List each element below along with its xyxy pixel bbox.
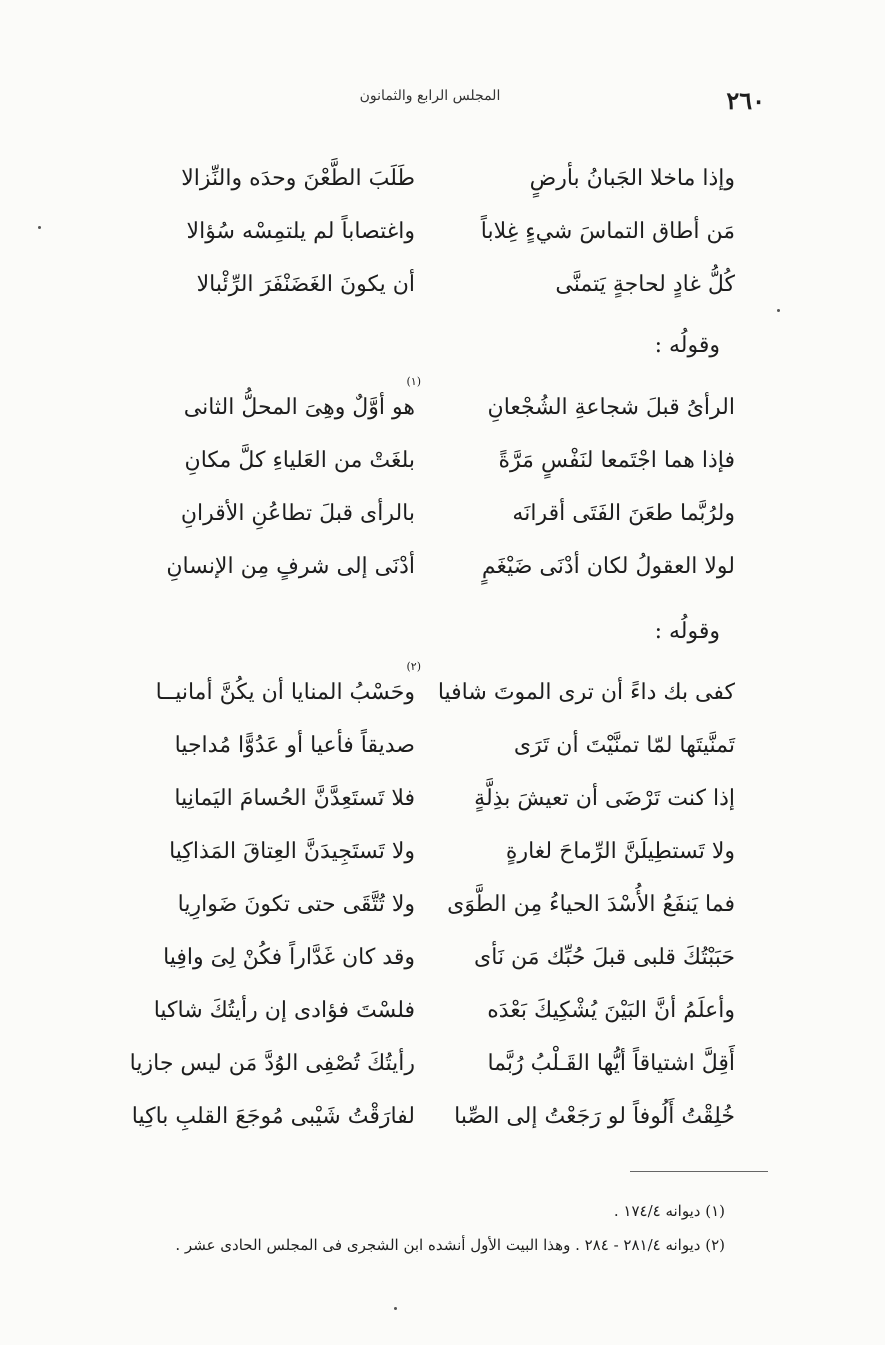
verse-row	[135, 938, 735, 978]
second-hemistich: لفارَقْتُ شَيْبى مُوجَعَ القلبِ باكِيا	[131, 1104, 415, 1129]
footnote-marker: (٢)	[406, 660, 421, 673]
page-speck	[38, 226, 41, 229]
second-hemistich-text: وحَسْبُ المنايا أن يكُنَّ أمانيــا	[155, 680, 415, 705]
running-title: المجلس الرابع والثمانون	[359, 88, 501, 104]
first-hemistich: وأعلَمُ أنَّ البَيْنَ يُشْكِيكَ بَعْدَه	[487, 998, 735, 1023]
first-hemistich: فإذا هما اجْتَمعا لنَفْسٍ مَرَّةً	[498, 448, 735, 473]
verse-row	[135, 779, 735, 819]
second-hemistich: فلسْتَ فؤادى إن رأيتُكَ شاكيا	[153, 998, 415, 1023]
first-hemistich: الرأىُ قبلَ شجاعةِ الشُجْعانِ	[487, 395, 735, 420]
second-hemistich: بلغَتْ من العَلياءِ كلَّ مكانِ	[184, 448, 415, 473]
second-hemistich-text: هو أوَّلٌ وهِىَ المحلُّ الثانى	[183, 395, 415, 420]
page-speck	[777, 309, 780, 312]
verse-row	[135, 991, 735, 1031]
first-hemistich: كُلُّ غادٍ لحاجةٍ يَتمنَّى	[555, 272, 735, 297]
second-hemistich: وقد كان غَدَّاراً فكُنْ لِىَ وافِيا	[163, 945, 415, 970]
verse-row	[135, 726, 735, 766]
verse-row	[129, 1044, 735, 1084]
first-hemistich: حَبَبْتُكَ قلبى قبلَ حُبِّك مَن نَأى	[474, 945, 735, 970]
second-hemistich: طَلَبَ الطَّعْنَ وحدَه والنِّزالا	[181, 166, 415, 191]
verse-row	[135, 832, 735, 872]
first-hemistich: فما يَنفَعُ الأُسْدَ الحياءُ مِن الطَّوَى	[447, 892, 735, 917]
first-hemistich: ولا تَستطِيلَنَّ الرِّماحَ لغارةٍ	[505, 839, 735, 864]
verse-row	[135, 885, 735, 925]
footnote-marker: (١)	[406, 375, 421, 388]
first-hemistich: أَقِلَّ اشتياقاً أيُّها القَـلْبُ رُبَّما	[487, 1051, 735, 1076]
verse-row	[131, 1097, 735, 1137]
first-hemistich: ولرُبَّما طعَنَ الفَتَى أقرانَه	[512, 501, 735, 526]
verse-row	[135, 494, 735, 534]
page-number: ٢٦٠	[726, 86, 765, 115]
verse-row	[135, 547, 735, 587]
first-hemistich: خُلِقْتُ أَلُوفاً لو رَجَعْتُ إلى الصِّبا	[454, 1104, 735, 1129]
second-hemistich: صديقاً فأعيا أو عَدُوًّا مُداجيا	[174, 733, 415, 758]
second-hemistich: رأيتُكَ تُصْفِى الوُدَّ مَن ليس جازيا	[129, 1051, 415, 1076]
footnote-1: (١) ديوانه ١٧٤/٤ .	[613, 1202, 725, 1220]
footnote-2: (٢) ديوانه ٢٨١/٤ - ٢٨٤ . وهذا البيت الأول أنشده ابن الشجرى فى المجلس الحادى عشر .	[175, 1236, 725, 1254]
page-speck	[394, 1307, 397, 1310]
second-hemistich: فلا تَستَعِدَّنَّ الحُسامَ اليَمانِيا	[174, 786, 415, 811]
verse-row	[135, 212, 735, 252]
first-hemistich: مَن أطاق التماسَ شيءٍ غِلاباً	[480, 219, 735, 244]
second-hemistich: ولا تَستَجِيدَنَّ العِتاقَ المَذاكِيا	[169, 839, 415, 864]
second-hemistich: ولا تُتَّقَى حتى تكونَ ضَوارِيا	[177, 892, 415, 917]
verse-row	[135, 441, 735, 481]
verse-row	[135, 265, 735, 305]
section-label: وقولُه :	[654, 333, 720, 358]
verse-row	[135, 375, 735, 428]
first-hemistich: لولا العقولُ لكان أدْنَى ضَيْغَمٍ	[481, 554, 735, 579]
first-hemistich: وإذا ماخلا الجَبانُ بأرضٍ	[529, 166, 735, 191]
first-hemistich: إذا كنت تَرْضَى أن تعيشَ بذِلَّةٍ	[474, 786, 735, 811]
footnote-divider	[630, 1171, 768, 1172]
verse-row	[135, 159, 735, 199]
section-label: وقولُه :	[654, 619, 720, 644]
verse-row	[135, 660, 735, 713]
second-hemistich: أدْنَى إلى شرفٍ مِن الإنسانِ	[166, 554, 415, 579]
second-hemistich	[135, 375, 421, 428]
first-hemistich: تَمنَّيتَها لمّا تمنَّيْتَ أن تَرَى	[513, 733, 735, 758]
second-hemistich: واغتصاباً لم يلتمِسْه سُؤالا	[186, 219, 415, 244]
second-hemistich	[135, 660, 421, 713]
first-hemistich: كفى بك داءً أن ترى الموتَ شافيا	[437, 680, 735, 705]
second-hemistich: بالرأى قبلَ تطاعُنِ الأقرانِ	[180, 501, 415, 526]
second-hemistich: أن يكونَ الغَضَنْفَرَ الرِّئْبالا	[196, 272, 415, 297]
